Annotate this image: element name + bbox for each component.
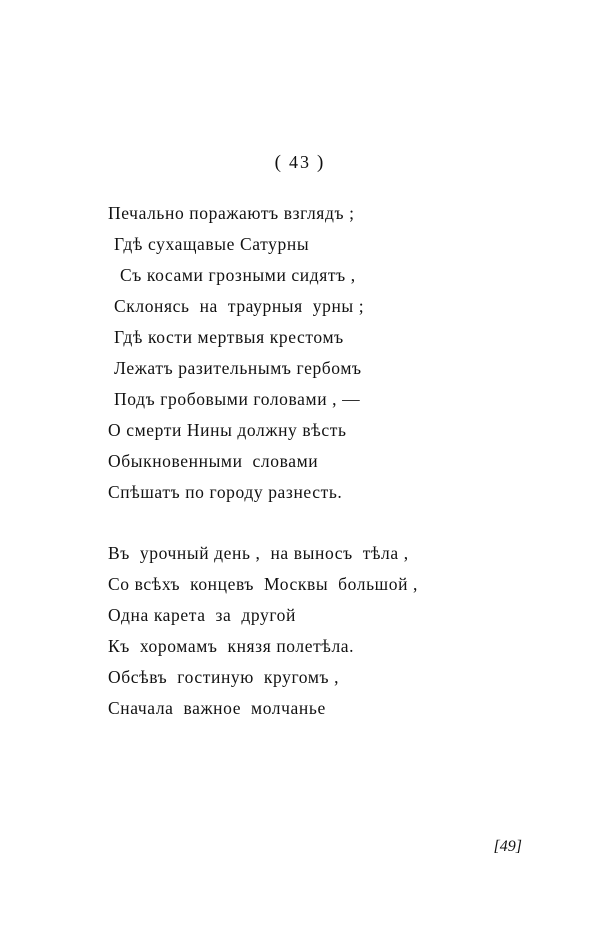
verse-line: Обыкновенными словами bbox=[108, 451, 319, 471]
stanza-first bbox=[108, 198, 528, 508]
verse-line: Печально поражаютъ взглядъ ; bbox=[108, 203, 355, 223]
verse-line: Гдѣ сухащавые Сатурны bbox=[114, 234, 310, 254]
verse-line: Подъ гробовыми головами , — bbox=[114, 389, 361, 409]
verse-line: Съ косами грозными сидятъ , bbox=[120, 265, 356, 285]
verse-line: Лежатъ разительнымъ гербомъ bbox=[114, 358, 362, 378]
verse-line: Въ урочный день , на выносъ тѣла , bbox=[108, 543, 409, 563]
verse-line: Къ хоромамъ князя полетѣла. bbox=[108, 636, 355, 656]
verse-line: Обсѣвъ гостиную кругомъ , bbox=[108, 667, 340, 687]
verse-line: Спѣшатъ по городу разнесть. bbox=[108, 482, 343, 502]
page-number-value: 43 bbox=[289, 152, 311, 172]
page-number-left-paren: ( bbox=[274, 152, 283, 173]
stanza-second bbox=[108, 538, 528, 724]
verse-line: Со всѣхъ концевъ Москвы большой , bbox=[108, 574, 419, 594]
verse-line: Сначала важное молчанье bbox=[108, 698, 326, 718]
verse-line: О смерти Нины должну вѣсть bbox=[108, 420, 347, 440]
page-number bbox=[0, 152, 600, 174]
folio-bracket-number: [49] bbox=[493, 838, 522, 855]
verse-line: Гдѣ кости мертвыя крестомъ bbox=[114, 327, 344, 347]
page-number-right-paren: ) bbox=[317, 152, 326, 173]
verse-line: Одна карета за другой bbox=[108, 605, 296, 625]
verse-line: Склонясь на траурныя урны ; bbox=[114, 296, 365, 316]
